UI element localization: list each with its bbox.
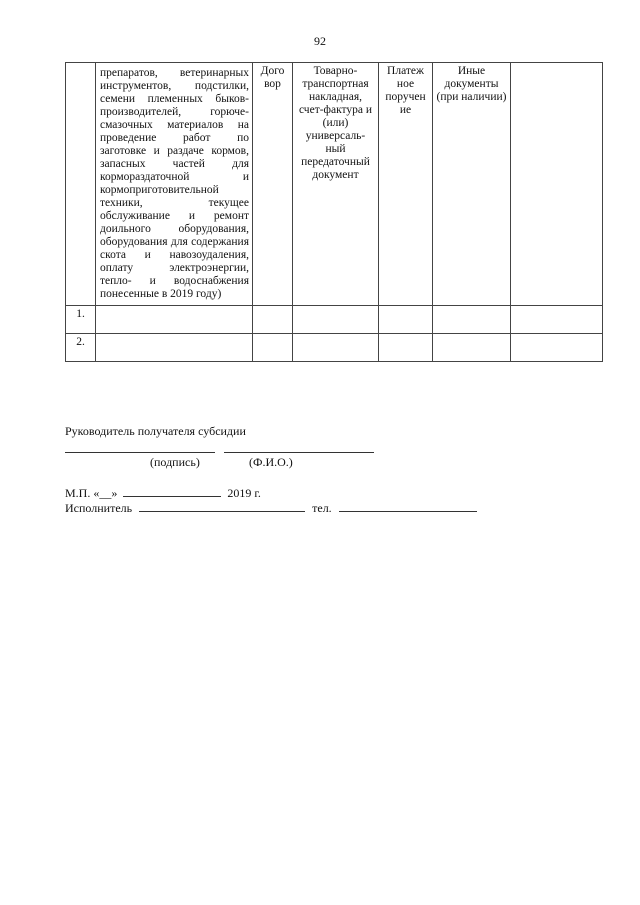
phone-blank — [339, 499, 477, 512]
table-cell — [433, 306, 511, 334]
date-blank — [123, 484, 221, 497]
table-row — [66, 63, 603, 306]
table-row — [66, 306, 603, 334]
table-cell — [253, 306, 293, 334]
executor-line — [65, 499, 477, 516]
table-cell — [96, 306, 253, 334]
table-row — [66, 334, 603, 362]
name-line — [224, 440, 374, 453]
phone-label: тел. — [312, 501, 332, 515]
head-of-recipient-label: Руководитель получателя субсидии — [65, 424, 246, 438]
table-cell — [96, 334, 253, 362]
signature-lines — [65, 440, 374, 457]
row-number-cell: 1. — [66, 306, 96, 334]
documents-table — [65, 62, 603, 362]
table-cell — [379, 334, 433, 362]
table-cell — [433, 334, 511, 362]
signature-caption: (подпись) — [150, 455, 200, 469]
expense-description-cell: препаратов, ветеринарных инструментов, подстилки, семени племенных быков-производителей, горюче-смазочных материалов на проведение работ по заготовке и раздаче кормов, запасных частей для кормораздаточной и кормоприготовительной техники, текущее обслуживание и ремонт доильного оборудования, оборудования для содержания скота и навозоудаления, оплату электроэнергии, тепло- и водоснабжения понесенные в 2019 году) — [96, 63, 253, 306]
table-cell — [253, 334, 293, 362]
stamp-label: М.П. «__» — [65, 486, 118, 500]
waybill-cell: Товарно-транспортная накладная, счет-фактура и (или) универсаль-ный передаточный документ — [293, 63, 379, 306]
other-documents-cell: Иные документы (при наличии) — [433, 63, 511, 306]
year-label: 2019 г. — [227, 486, 261, 500]
contract-cell: Дого вор — [253, 63, 293, 306]
payment-order-cell: Платеж ное поручен ие — [379, 63, 433, 306]
table-cell — [511, 306, 603, 334]
table-cell — [293, 306, 379, 334]
table-cell — [379, 306, 433, 334]
row-number-cell — [66, 63, 96, 306]
executor-label: Исполнитель — [65, 501, 133, 515]
row-number-cell: 2. — [66, 334, 96, 362]
table-cell — [293, 334, 379, 362]
page-number: 92 — [314, 34, 326, 48]
signature-line — [65, 440, 215, 453]
executor-blank — [139, 499, 305, 512]
name-caption: (Ф.И.О.) — [249, 455, 293, 469]
extra-cell — [511, 63, 603, 306]
table-cell — [511, 334, 603, 362]
